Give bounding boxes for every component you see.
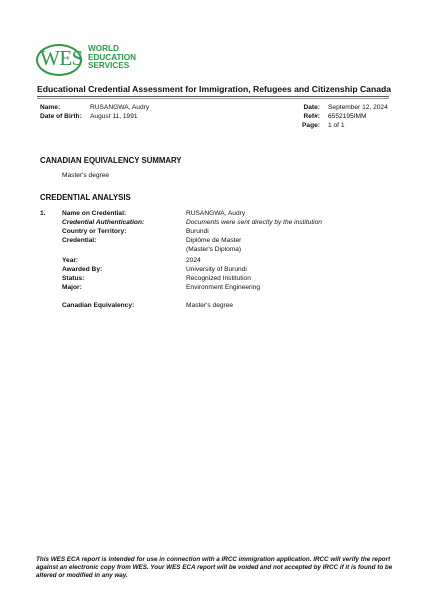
value-year: 2024 (186, 257, 201, 264)
analysis-heading: CREDENTIAL ANALYSIS (40, 193, 131, 202)
value-awarded-by: University of Burundi (186, 266, 247, 273)
value-name-on-credential: RUSANGWA, Audry (186, 210, 246, 217)
date-value: September 12, 2024 (328, 104, 388, 111)
credential-number: 1. (40, 210, 46, 217)
label-year: Year: (62, 257, 79, 264)
value-canadian-equivalency: Master's degree (186, 302, 234, 309)
ref-label: Ref#: (303, 113, 320, 120)
document-title: Educational Credential Assessment for Immigration, Refugees and Citizenship Canada (37, 84, 392, 94)
ref-value: 6552195IMM (328, 113, 367, 120)
footer-disclaimer: This WES ECA report is intended for use in connection with a IRCC immigration application. IRCC will verify the report against an electronic copy from WES. Your WES ECA report will be voided and not accepted by IRCC if it is found to be altered or modified in any way. (36, 556, 393, 580)
summary-heading: CANADIAN EQUIVALENCY SUMMARY (40, 156, 182, 165)
wes-logo-wordmark (88, 45, 136, 71)
label-status: Status: (62, 275, 85, 282)
dob-value: August 11, 1991 (90, 113, 138, 120)
value-credential-authentication: Documents were sent directly by the institution (186, 219, 322, 226)
page-value: 1 of 1 (328, 122, 345, 129)
name-value: RUSANGWA, Audry (90, 104, 150, 111)
label-name-on-credential: Name on Credential: (62, 210, 127, 217)
label-credential: Credential: (62, 237, 97, 244)
title-divider-secondary (37, 98, 389, 99)
page-label: Page: (302, 122, 320, 129)
label-country: Country or Territory: (62, 228, 127, 235)
name-label: Name: (40, 104, 61, 111)
wes-logo (36, 42, 146, 80)
dob-label: Date of Birth: (40, 113, 82, 120)
label-awarded-by: Awarded By: (62, 266, 103, 273)
logo-line-1: WORLD (88, 44, 119, 53)
value-major: Environment Engineering (186, 284, 261, 291)
logo-line-2: EDUCATION (88, 52, 137, 62)
date-label: Date: (303, 104, 320, 111)
logo-line-3: SERVICES (88, 61, 130, 70)
wes-logo-mark: WES (40, 46, 83, 70)
title-divider (37, 96, 389, 97)
value-status: Recognized Institution (186, 275, 251, 282)
label-major: Major: (62, 284, 82, 291)
summary-value: Master's degree (62, 172, 110, 179)
value-credential: Diplôme de Master (186, 237, 242, 244)
value-country: Burundi (186, 228, 209, 235)
label-canadian-equivalency: Canadian Equivalency: (62, 302, 135, 309)
value-credential-translation: (Master's Diploma) (186, 246, 242, 253)
label-credential-authentication: Credential Authentication: (62, 219, 145, 226)
